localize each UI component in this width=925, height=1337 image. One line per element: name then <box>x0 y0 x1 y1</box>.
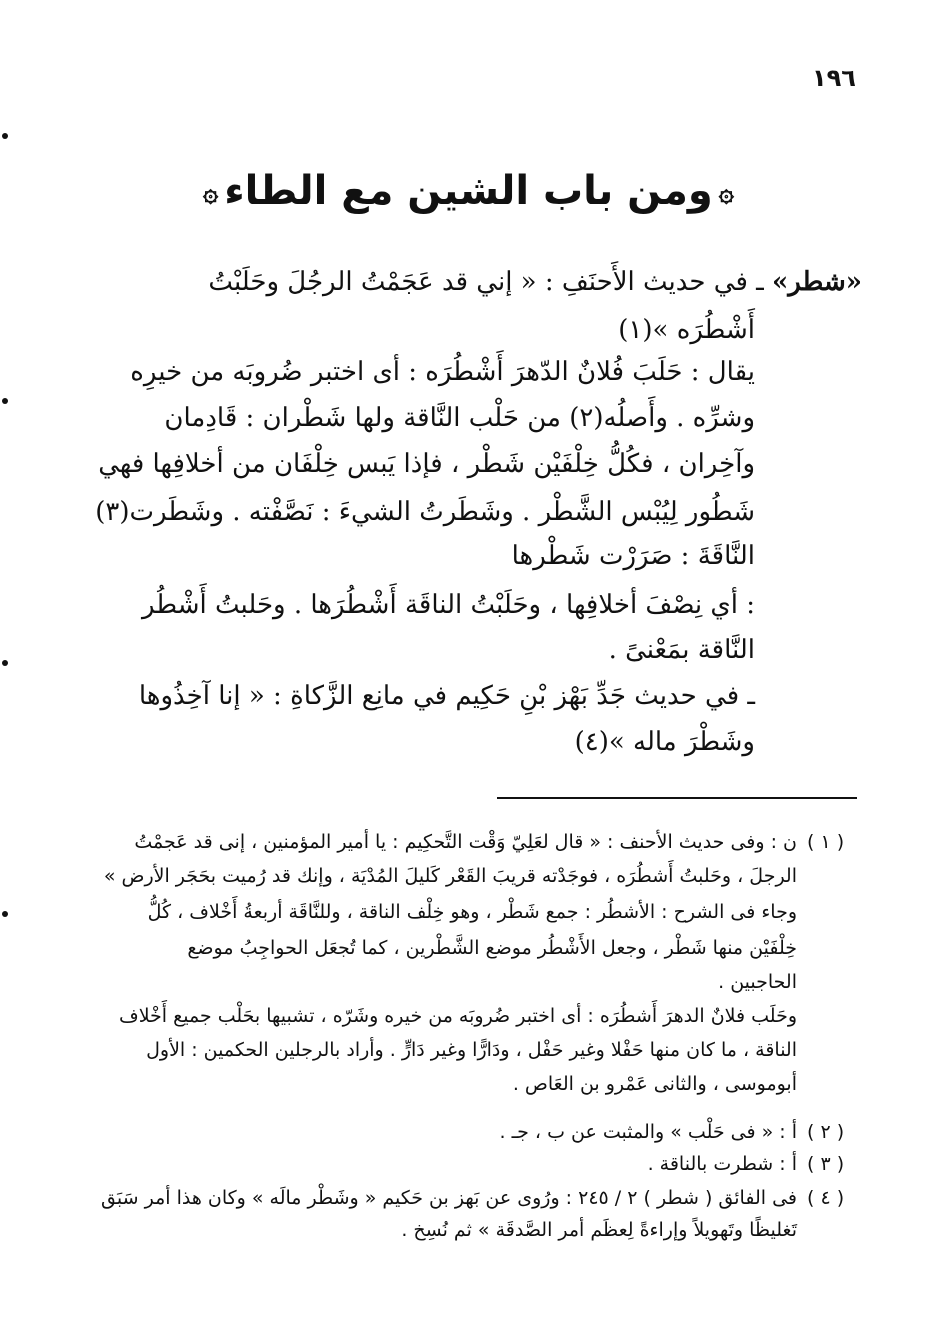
footnote-line: الناقة ، ما كان منها حَفْلا وغير حَفْل ، ودَارًّا وغير دَارٍّ . وأراد بالرجلين الحكمين : الأول <box>146 1039 797 1061</box>
main-line: : أي نِصْفَ أخلافِها ، وحَلَبْتُ الناقَة أَشْطُرَها . وحَلبتُ أَشْطُر <box>142 590 755 620</box>
footnote-line: أبوموسى ، والثانى عَمْرو بن العَاص . <box>512 1073 797 1095</box>
footnote-line: وجاء فى الشرح : الأشطُر : جمع شَطْر ، وهو خِلْف الناقة ، وللنَّاقَة أربعةُ أَخْلاف ، كُلُّ <box>147 901 797 923</box>
footnote-number: ( ١ ) <box>807 831 845 853</box>
chapter-title <box>202 168 740 214</box>
footnote-line: خِلْفَيْن منها شَطْر ، وجعل الأَشْطُر موضع الشَّطْرين ، كما تُجعَل الحواجِبُ موضع <box>187 937 797 959</box>
footnote-line: وحَلَب فلانٌ الدهرَ أَشطُرَه : أى اختبر ضُروبَه من خيره وشَرّه ، تشبيها بحَلْب جميع أَخْلاف <box>119 1005 797 1027</box>
ornament-icon: ۞ <box>202 178 219 208</box>
main-line: النَّاقة بمَعْنىً . <box>608 635 755 665</box>
main-line: وشَطْرَ ماله »(٤) <box>574 727 755 757</box>
main-line: يقال : حَلَبَ فُلانٌ الدّهرَ أَشْطُرَه : أى اختبر ضُروبَه من خيرِه <box>130 357 755 387</box>
footnote-line: تَغليظًا وتَهويلاً وإراءةً لِعظَم أمر الصَّدقَة » ثم نُسِخ . <box>401 1219 797 1241</box>
main-line: وآخِران ، فكُلُّ خِلْفَيْن شَطْر ، فإذا يَبس خِلْفَان من أخلافِها فهي <box>98 449 755 479</box>
main-line: أَشْطُرَه »(١) <box>618 315 755 345</box>
footnote-line: فى الفائق ( شطر ) ٢ / ٢٤٥ : ورُوى عن بَهز بن حَكيم « وشَطْر مالَه » وكان هذا أمر سَبَق <box>101 1187 797 1209</box>
main-line: وشرِّه . وأَصلُه(٢) من حَلْب النَّاقة ولها شَطْران : قَادِمان <box>164 403 755 433</box>
footnote-line: الرجلَ ، وحَلبتُ أَشطُرَه ، فوجَدْته قريبَ القَعْر كَليلَ المُدْيَة ، وإنك قد رُميت بحَجَر الأرض » <box>103 865 797 887</box>
footnote-separator <box>497 797 857 799</box>
margin-dot <box>2 660 8 666</box>
main-line: شَطُور لِيُبْس الشَّطْر . وشَطَرتُ الشيءَ : نَصَّفْته . وشَطَرت(٣) <box>95 497 755 527</box>
footnote-number: ( ٣ ) <box>807 1153 845 1175</box>
margin-dot <box>2 911 8 917</box>
footnote-line: أ : شطرت بالناقة . <box>647 1153 797 1175</box>
footnote-number: ( ٢ ) <box>807 1121 845 1143</box>
main-line: النَّاقَةَ : صَرَرْت شَطْرها <box>511 541 755 571</box>
footnote-line: أ : « فى حَلْب » والمثبت عن ب ، جـ . <box>499 1121 797 1143</box>
margin-dot <box>2 398 8 404</box>
ornament-icon: ۞ <box>718 178 734 208</box>
footnote-number: ( ٤ ) <box>807 1187 845 1209</box>
main-line: ـ في حديث جَدِّ بَهْز بْنِ حَكِيم في مانِع الزَّكاةِ : « إنا آخِذُوها <box>138 681 755 711</box>
chapter-title-text: ومن باب الشين مع الطاء <box>224 168 713 214</box>
main-line-text: ـ في حديث الأَحنَفِ : « إني قد عَجَمْتُ الرجُلَ وحَلَبْتُ <box>208 267 764 297</box>
headword: «شطر» <box>772 267 862 297</box>
main-line <box>110 262 862 302</box>
margin-dot <box>2 133 8 139</box>
footnote-line: الحاجبين . <box>718 971 797 993</box>
footnote-line: ن : وفى حديث الأحنف : « قال لعَلِيّ وَقْت التَّحكِيم : يا أمير المؤمنين ، إنى قد عَجمْتُ <box>134 831 797 853</box>
page-number: ١٩٦ <box>812 64 856 92</box>
